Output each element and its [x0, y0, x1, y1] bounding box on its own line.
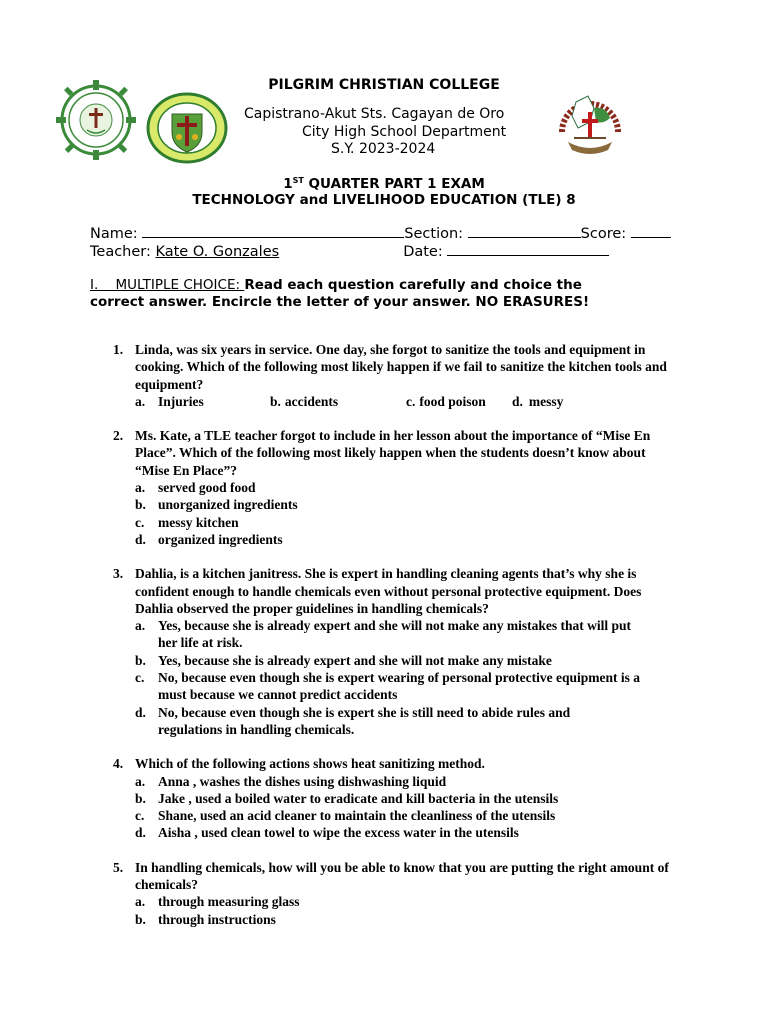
- question-text: Dahlia, is a kitchen janitress. She is expert in handling cleaning agents that’s why she is confident enough to handle chemicals even without personal protective equipment. Does Dahlia observed the proper guidelines in handling chemicals?: [135, 566, 642, 616]
- score-blank[interactable]: [631, 224, 671, 238]
- question-text: In handling chemicals, how will you be able to know that you are putting the right amount of chemicals?: [135, 859, 669, 893]
- church-logo: [554, 88, 626, 160]
- exam-subject: TECHNOLOGY and LIVELIHOOD EDUCATION (TLE) 8: [192, 192, 576, 208]
- option-b[interactable]: b. accidents: [270, 393, 339, 409]
- options-row: [135, 393, 673, 410]
- quarter-text: QUARTER PART 1 EXAM: [303, 176, 485, 192]
- option-a[interactable]: a. through measuring glass: [135, 894, 300, 910]
- option-d[interactable]: d. Aisha , used clean towel to wipe the excess water in the utensils: [135, 825, 519, 841]
- date-blank[interactable]: [447, 242, 609, 256]
- instructions-text: Read each question carefully and choice the correct answer. Encircle the letter of your answer. NO ERASURES!: [90, 277, 590, 310]
- question-3: [113, 565, 673, 738]
- question-number: 5.: [113, 859, 124, 875]
- question-1: [113, 341, 673, 410]
- teacher-label: Teacher:: [90, 244, 156, 260]
- option-b[interactable]: b. unorganized ingredients: [135, 497, 298, 513]
- option-d[interactable]: d. No, because even though she is expert she is still need to abide rules and regulations in handling chemicals.: [135, 704, 571, 737]
- option-c[interactable]: c. No, because even though she is expert wearing of personal protective equipment is a must because we cannot predict accidents: [135, 670, 640, 703]
- question-number: 2.: [113, 428, 124, 444]
- option-d[interactable]: d. messy: [512, 393, 564, 409]
- exam-title: [0, 176, 768, 192]
- question-5: [113, 859, 673, 928]
- question-list: [113, 341, 673, 945]
- option-b[interactable]: b. Jake , used a boiled water to eradicate and kill bacteria in the utensils: [135, 790, 559, 806]
- option-a[interactable]: a. served good food: [135, 480, 256, 496]
- question-text: Ms. Kate, a TLE teacher forgot to include in her lesson about the importance of “Mise En Place”. Which of the following most likely happen when the students doesn’t know about “Mise En Place”?: [135, 428, 651, 478]
- option-c[interactable]: c. Shane, used an acid cleaner to maintain the cleanliness of the utensils: [135, 808, 556, 824]
- option-a[interactable]: a. Injuries: [135, 393, 204, 409]
- college-crest-logo: [146, 92, 228, 164]
- question-text: Which of the following actions shows heat sanitizing method.: [135, 756, 485, 772]
- quarter-suffix: ST: [292, 176, 304, 185]
- section-blank[interactable]: [468, 224, 581, 238]
- quarter-number: 1: [283, 176, 293, 192]
- option-a[interactable]: a. Anna , washes the dishes using dishwashing liquid: [135, 773, 447, 789]
- name-label: Name:: [90, 226, 143, 242]
- question-2: [113, 427, 673, 548]
- question-number: 4.: [113, 756, 124, 772]
- option-c[interactable]: c. food poison: [406, 393, 486, 409]
- teacher-name: Kate O. Gonzales: [155, 244, 280, 260]
- option-a[interactable]: a. Yes, because she is already expert and she will not make any mistakes that will put her life at risk.: [135, 618, 632, 651]
- option-c[interactable]: c. messy kitchen: [135, 514, 239, 530]
- question-number: 1.: [113, 342, 124, 357]
- teacher-info-row: [90, 242, 609, 260]
- student-info-row: [90, 224, 671, 242]
- instructions: [90, 277, 610, 311]
- score-label: Score:: [580, 226, 631, 242]
- question-4: [113, 755, 673, 841]
- option-d[interactable]: d. organized ingredients: [135, 531, 283, 547]
- name-blank[interactable]: [142, 224, 404, 238]
- address-line-2: City High School Department: [302, 124, 507, 140]
- option-b[interactable]: b. Yes, because she is already expert and she will not make any mistake: [135, 652, 552, 668]
- section-title: I. MULTIPLE CHOICE:: [90, 277, 245, 293]
- question-number: 3.: [113, 566, 124, 582]
- option-b[interactable]: b. through instructions: [135, 911, 276, 927]
- school-year: S.Y. 2023-2024: [331, 141, 436, 157]
- school-name: PILGRIM CHRISTIAN COLLEGE: [268, 77, 500, 93]
- address-line-1: Capistrano-Akut Sts. Cagayan de Oro: [244, 106, 505, 122]
- section-label: Section:: [404, 226, 468, 242]
- date-label: Date:: [403, 244, 448, 260]
- question-text: Linda, was six years in service. One day, she forgot to sanitize the tools and equipment in cooking. Which of the following most likely happen if we fail to sanitize the kitchen tools and equipment?: [135, 342, 667, 392]
